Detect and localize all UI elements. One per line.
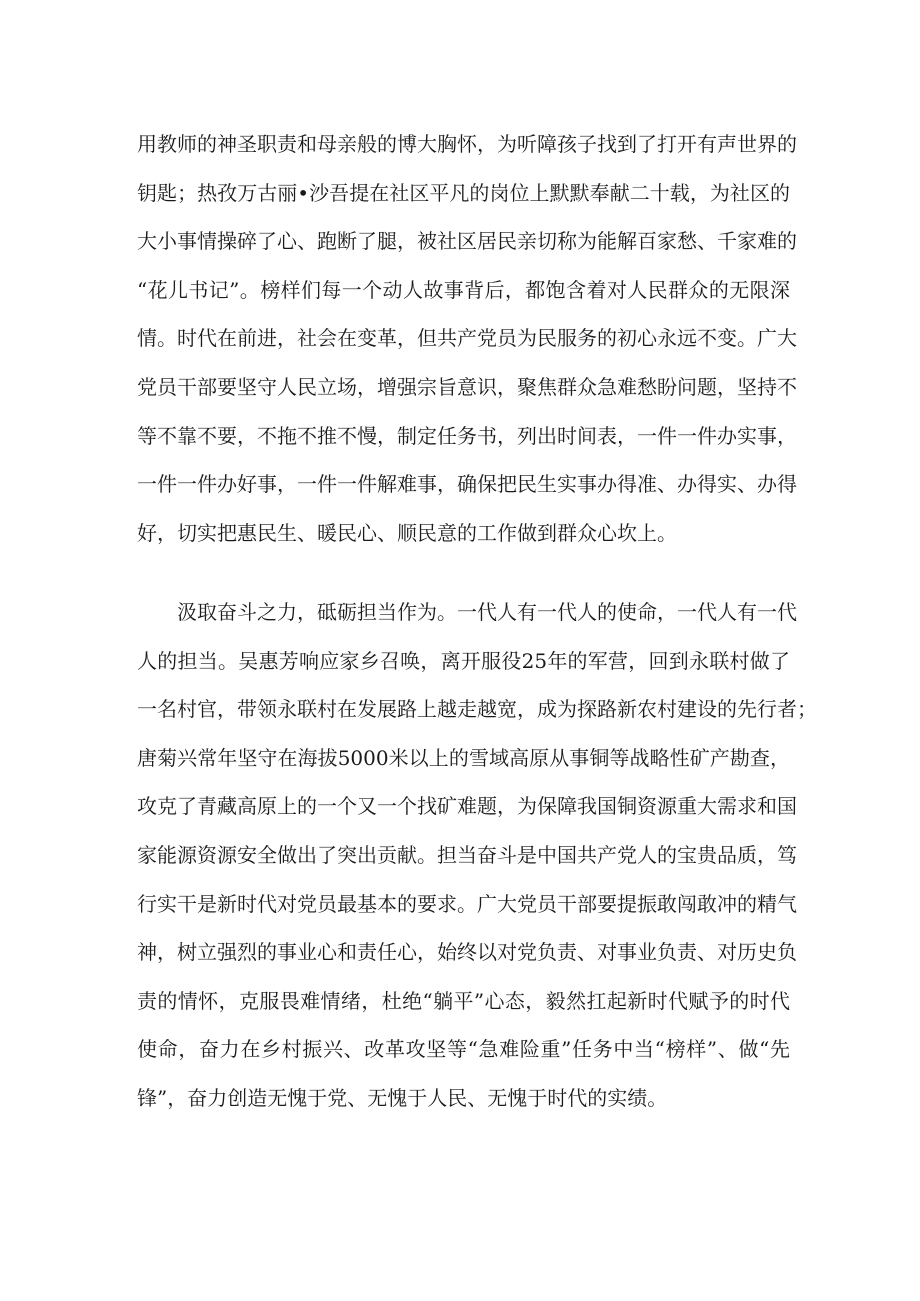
- paragraph-2: [137, 588, 817, 1123]
- text-line: 神，树立强烈的事业心和责任心，始终以对党负责、对事业负责、对历史负: [137, 940, 797, 965]
- text-line: 党员干部要坚守人民立场，增强宗旨意识，聚焦群众急难愁盼问题，坚持不: [137, 374, 797, 399]
- text-line: 大小事情操碎了心、跑断了腿，被社区居民亲切称为能解百家愁、千家难的: [137, 229, 797, 254]
- paragraph-1: [137, 120, 797, 557]
- text-line: 唐菊兴常年坚守在海拔5000米以上的雪域高原从事铜等战略性矿产勘查，: [137, 745, 790, 770]
- text-line: 责的情怀，克服畏难情绪，杜绝“躺平”心态，毅然扛起新时代赋予的时代: [137, 988, 790, 1013]
- text-line: 钥匙；热孜万古丽•沙吾提在社区平凡的岗位上默默奉献二十载，为社区的: [137, 180, 790, 205]
- text-line: 攻克了青藏高原上的一个又一个找矿难题，为保障我国铜资源重大需求和国: [137, 794, 797, 819]
- text-line: 人的担当。吴惠芳响应家乡召唤，离开服役25年的军营，回到永联村做了: [137, 648, 790, 673]
- text-line: 行实干是新时代对党员最基本的要求。广大党员干部要提振敢闯敢冲的精气: [137, 891, 797, 916]
- text-line: 等不靠不要，不拖不推不慢，制定任务书，列出时间表，一件一件办实事，: [137, 423, 797, 448]
- text-line: 情。时代在前进，社会在变革，但共产党员为民服务的初心永远不变。广大: [137, 326, 797, 351]
- text-line: 锋”，奋力创造无愧于党、无愧于人民、无愧于时代的实绩。: [137, 1085, 668, 1110]
- text-line: 好，切实把惠民生、暖民心、顺民意的工作做到群众心坎上。: [137, 520, 677, 545]
- text-line: 一件一件办好事，一件一件解难事，确保把民生实事办得准、办得实、办得: [137, 472, 797, 497]
- text-line: 使命，奋力在乡村振兴、改革攻坚等“急难险重”任务中当“榜样”、做“先: [137, 1037, 790, 1062]
- text-line: 用教师的神圣职责和母亲般的博大胸怀，为听障孩子找到了打开有声世界的: [137, 132, 797, 156]
- text-line: 家能源资源安全做出了突出贡献。担当奋斗是中国共产党人的宝贵品质，笃: [137, 842, 797, 867]
- text-line: 汲取奋斗之力，砥砺担当作为。一代人有一代人的使命，一代人有一代: [137, 600, 797, 624]
- text-line: 一名村官，带领永联村在发展路上越走越宽，成为探路新农村建设的先行者；: [137, 697, 817, 722]
- text-line: “花儿书记”。榜样们每一个动人故事背后，都饱含着对人民群众的无限深: [137, 277, 790, 302]
